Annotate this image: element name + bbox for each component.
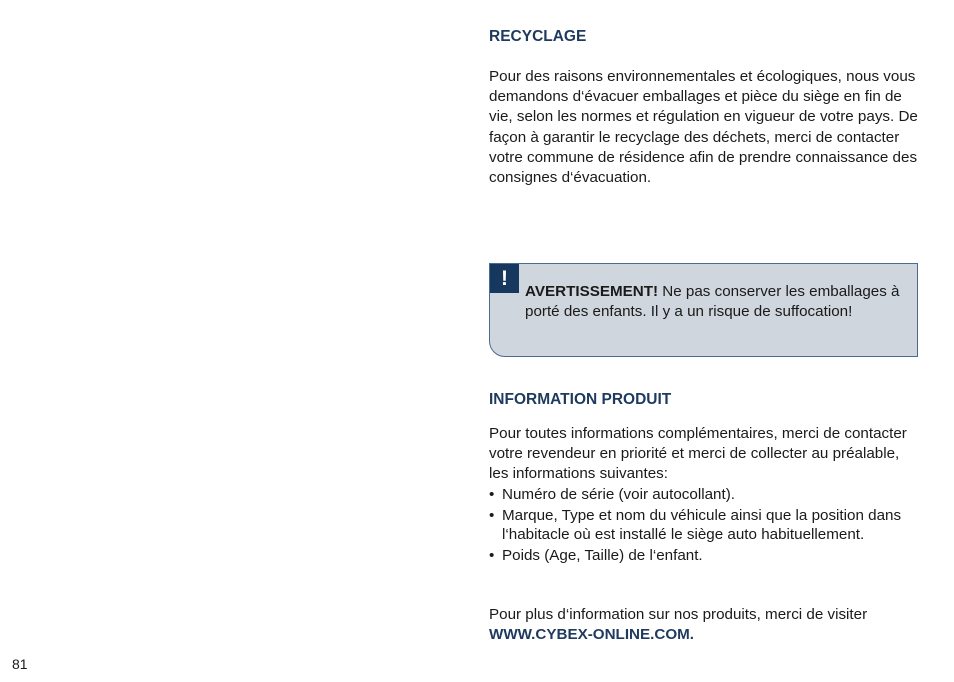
list-item-text: Poids (Age, Taille) de l‘enfant. <box>502 546 703 564</box>
product-info-heading: INFORMATION PRODUIT <box>489 391 672 408</box>
page-number: 81 <box>12 656 28 672</box>
exclamation-icon: ! <box>490 264 519 293</box>
list-item-text: Marque, Type et nom du véhicule ainsi que la position dans l‘habitacle où est installé le siège auto habituellement. <box>502 506 902 543</box>
website-link[interactable]: WWW.CYBEX-ONLINE.COM. <box>489 626 695 644</box>
bullet-icon: • <box>489 546 495 564</box>
list-item <box>489 506 909 545</box>
list-item-text: Numéro de série (voir autocollant). <box>502 486 735 503</box>
more-info-paragraph <box>489 605 919 645</box>
warning-label: AVERTISSEMENT! <box>525 283 659 300</box>
recycling-body: Pour des raisons environnementales et écologiques, nous vous demandons d‘évacuer emballages et pièce du siège en fin de vie, selon les normes et régulation en vigueur de votre pays. De façon à garantir le recyclage des déchets, merci de contacter votre commune de résidence afin de prendre connaissance des consignes d‘évacuation. <box>489 68 918 187</box>
warning-text <box>525 282 915 322</box>
bullet-icon: • <box>489 486 495 503</box>
bullet-icon: • <box>489 506 495 524</box>
product-info-intro: Pour toutes informations complémentaires, merci de contacter votre revendeur en priorité et merci de collecter au préalable, les informations suivantes: <box>489 425 907 483</box>
product-info-list <box>489 485 909 566</box>
warning-box <box>489 263 918 357</box>
recycling-heading: RECYCLAGE <box>489 28 587 45</box>
list-item <box>489 485 909 505</box>
list-item <box>489 546 909 566</box>
more-info-text: Pour plus d‘information sur nos produits, merci de visiter <box>489 606 868 623</box>
warning-message: Ne pas conserver les emballages à porté des enfants. Il y a un risque de suffocation! <box>525 283 900 321</box>
